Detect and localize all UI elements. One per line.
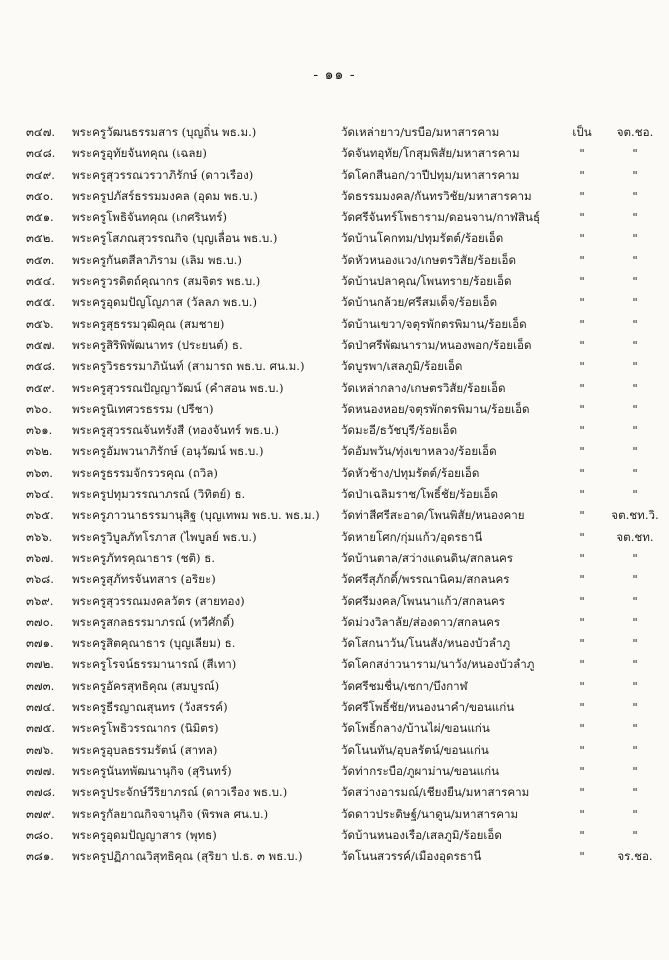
list-item	[0, 804, 669, 825]
list-item	[0, 591, 669, 612]
rank-status: "	[579, 763, 585, 778]
title-class: "	[632, 252, 638, 267]
rank-status: "	[579, 210, 585, 225]
title-class: "	[632, 359, 638, 374]
row-number: ๓๔๙.	[26, 167, 55, 182]
rank-status: "	[579, 465, 585, 480]
list-item	[0, 569, 669, 590]
monk-name: พระครูนันทพัฒนานุกิจ (สุรินทร์)	[72, 763, 232, 778]
temple-location: วัดหัวหนองแวง/เกษตรวิสัย/ร้อยเอ็ด	[341, 252, 517, 267]
temple-location: วัดบ้านโคกทม/ปทุมรัตต์/ร้อยเอ็ด	[341, 231, 504, 246]
rank-status: "	[579, 806, 585, 821]
list-item	[0, 740, 669, 761]
title-class: "	[632, 572, 638, 587]
title-class: "	[632, 593, 638, 608]
title-class: "	[632, 763, 638, 778]
monk-name: พระครูสุวรรณมงคลวัตร (สายทอง)	[72, 593, 245, 608]
row-number: ๓๖๒.	[26, 444, 53, 459]
list-item	[0, 548, 669, 569]
row-number: ๓๕๕.	[26, 295, 56, 310]
list-item	[0, 761, 669, 782]
rank-status: "	[579, 146, 585, 161]
list-item	[0, 463, 669, 484]
row-number: ๓๕๓.	[26, 252, 55, 267]
row-number: ๓๖๘.	[26, 572, 54, 587]
monk-name: พระครูภัทรคุณาธาร (ชติ) ธ.	[72, 550, 216, 565]
rank-status: "	[579, 593, 585, 608]
appointment-list	[0, 122, 669, 867]
row-number: ๓๗๔.	[26, 700, 56, 715]
temple-location: วัดบ้านเขวา/จตุรพักตรพิมาน/ร้อยเอ็ด	[341, 316, 527, 331]
rank-status: "	[579, 444, 585, 459]
list-item	[0, 186, 669, 207]
list-item	[0, 697, 669, 718]
list-item	[0, 654, 669, 675]
monk-name: พระครูสุธรรมวุฒิคุณ (สมชาย)	[72, 316, 225, 331]
temple-location: วัดบ้านตาล/สว่างแดนดิน/สกลนคร	[341, 550, 514, 565]
list-item	[0, 399, 669, 420]
rank-status: "	[579, 487, 585, 502]
title-class: "	[632, 167, 638, 182]
rank-status: "	[579, 657, 585, 672]
rank-status: เป็น	[572, 125, 592, 139]
title-class: จต.ชท.วิ.	[611, 508, 659, 523]
temple-location: วัดม่วงวิลาลัย/ส่องดาว/สกลนคร	[341, 614, 501, 629]
list-item	[0, 292, 669, 313]
monk-name: พระครูสิริพิพัฒนาทร (ประยนต์) ธ.	[72, 337, 243, 352]
list-item	[0, 378, 669, 399]
monk-name: พระครูวิรธรรมาภินันท์ (สามารถ พธ.บ. ศน.ม.)	[72, 359, 305, 374]
temple-location: วัดโนนสวรรค์/เมืองอุดรธานี	[341, 849, 482, 864]
title-class: "	[632, 274, 638, 289]
rank-status: "	[579, 252, 585, 267]
temple-location: วัดป่าเฉลิมราช/โพธิ์ชัย/ร้อยเอ็ด	[341, 487, 498, 502]
row-number: ๓๕๐.	[26, 188, 54, 203]
list-item	[0, 143, 669, 164]
row-number: ๓๘๑.	[26, 849, 54, 864]
temple-location: วัดบ้านปลาคุณ/โพนทราย/ร้อยเอ็ด	[341, 274, 512, 289]
title-class: "	[632, 827, 638, 842]
monk-name: พระครูภาวนาธรรมานุสิฐ (บุญเทพม พธ.บ. พธ.ม.)	[72, 508, 320, 523]
list-item	[0, 633, 669, 654]
rank-status: "	[579, 359, 585, 374]
list-item	[0, 207, 669, 228]
row-number: ๓๗๙.	[26, 806, 55, 821]
title-class: "	[632, 806, 638, 821]
rank-status: "	[579, 700, 585, 715]
monk-name: พระครูกัลยาณกิจจานุกิจ (พิรพล ศน.บ.)	[72, 806, 269, 821]
rank-status: "	[579, 401, 585, 416]
title-class: จร.ชอ.	[617, 849, 653, 864]
title-class: "	[632, 487, 638, 502]
monk-name: พระครูปทุมวรรณาภรณ์ (วิทิตย์) ธ.	[72, 487, 246, 502]
monk-name: พระครูอัครสุทธิคุณ (สมบูรณ์)	[72, 678, 220, 693]
temple-location: วัดหนองหอย/จตุรพักตรพิมาน/ร้อยเอ็ด	[341, 401, 530, 416]
list-item	[0, 718, 669, 739]
monk-name: พระครูปฏิภาณวิสุทธิคุณ (สุริยา ป.ธ. ๓ พธ.บ.)	[72, 849, 303, 864]
row-number: ๓๖๖.	[26, 529, 53, 544]
monk-name: พระครูสกลธรรมาภรณ์ (ทวีศักดิ์)	[72, 614, 235, 629]
monk-name: พระครูอุดมปัญญาสาร (พุทธ)	[72, 827, 217, 842]
title-class: "	[632, 316, 638, 331]
rank-status: "	[579, 380, 585, 395]
rank-status: "	[579, 785, 585, 800]
temple-location: วัดหายโศก/กุ่มแก้ว/อุดรธานี	[341, 529, 483, 544]
row-number: ๓๔๗.	[26, 125, 56, 139]
temple-location: วัดธรรมมงคล/กันทรวิชัย/มหาสารคาม	[341, 188, 532, 203]
rank-status: "	[579, 188, 585, 203]
rank-status: "	[579, 572, 585, 587]
list-item	[0, 335, 669, 356]
title-class: "	[632, 231, 638, 246]
temple-location: วัดศรีโพธิ์ชัย/หนองนาคำ/ขอนแก่น	[341, 700, 515, 715]
temple-location: วัดศรีสุภักดิ์/พรรณานิคม/สกลนคร	[341, 572, 510, 587]
row-number: ๓๗๕.	[26, 721, 56, 736]
rank-status: "	[579, 827, 585, 842]
monk-name: พระครูโรจน์ธรรมานารณ์ (สีเทา)	[72, 657, 237, 672]
title-class: "	[632, 146, 638, 161]
row-number: ๓๗๑.	[26, 636, 54, 651]
rank-status: "	[579, 423, 585, 438]
temple-location: วัดโนนทัน/อุบลรัตน์/ขอนแก่น	[341, 742, 489, 757]
rank-status: "	[579, 231, 585, 246]
temple-location: วัดท่าสีศรีสะอาด/โพนพิสัย/หนองคาย	[341, 508, 525, 523]
rank-status: "	[579, 849, 585, 864]
monk-name: พระครูสุวรรณจันทรังสี (ทองจันทร์ พธ.บ.)	[72, 423, 279, 438]
list-item	[0, 505, 669, 526]
row-number: ๓๕๖.	[26, 316, 54, 331]
title-class: "	[632, 337, 638, 352]
list-item	[0, 846, 669, 867]
temple-location: วัดบูรพา/เสลภูมิ/ร้อยเอ็ด	[341, 359, 463, 374]
monk-name: พระครูนิเทศวรธรรม (ปรีชา)	[72, 401, 214, 416]
rank-status: "	[579, 614, 585, 629]
monk-name: พระครูสุวรรณปัญญาวัฒน์ (คำสอน พธ.บ.)	[72, 380, 284, 395]
title-class: จต.ชท.	[616, 529, 654, 544]
title-class: "	[632, 465, 638, 480]
monk-name: พระครูวรดิตถ์คุณากร (สมจิตร พธ.บ.)	[72, 274, 261, 289]
temple-location: วัดสว่างอารมณ์/เชียงยืน/มหาสารคาม	[341, 785, 530, 800]
row-number: ๓๗๐.	[26, 614, 54, 629]
title-class: "	[632, 721, 638, 736]
row-number: ๓๔๘.	[26, 146, 56, 161]
monk-name: พระครูกันตสีลาภิราม (เลิม พธ.บ.)	[72, 252, 242, 267]
list-item	[0, 356, 669, 377]
title-class: "	[632, 742, 638, 757]
title-class: จต.ชอ.	[616, 125, 654, 139]
rank-status: "	[579, 529, 585, 544]
monk-name: พระครูธรรมจักรวรคุณ (ถวิล)	[72, 465, 218, 480]
row-number: ๓๕๙.	[26, 380, 55, 395]
temple-location: วัดโคกสีนอก/วาปีปทุม/มหาสารคาม	[341, 167, 520, 182]
title-class: "	[632, 380, 638, 395]
rank-status: "	[579, 508, 585, 523]
list-item	[0, 441, 669, 462]
rank-status: "	[579, 678, 585, 693]
list-item	[0, 250, 669, 271]
monk-name: พระครูสุวรรณวรวาภิรักษ์ (ดาวเรือง)	[72, 167, 254, 182]
title-class: "	[632, 700, 638, 715]
list-item	[0, 271, 669, 292]
monk-name: พระครูประจักษ์วีริยาภรณ์ (ดาวเรือง พธ.บ.)	[72, 785, 288, 800]
row-number: ๓๗๒.	[26, 657, 54, 672]
temple-location: วัดดาวประดิษฐ์/นาดูน/มหาสารคาม	[341, 806, 519, 821]
title-class: "	[632, 210, 638, 225]
title-class: "	[632, 295, 638, 310]
row-number: ๓๗๓.	[26, 678, 55, 693]
monk-name: พระครูอุบลธรรมรัตน์ (สาทล)	[72, 742, 218, 757]
temple-location: วัดโพธิ์กลาง/บ้านไผ่/ขอนแก่น	[341, 721, 490, 736]
title-class: "	[632, 636, 638, 651]
temple-location: วัดท่ากระบือ/ภูผาม่าน/ขอนแก่น	[341, 763, 500, 778]
monk-name: พระครูสุภัทรจันทสาร (อริยะ)	[72, 572, 216, 587]
temple-location: วัดจันทอุทัย/โกสุมพิสัย/มหาสารคาม	[341, 146, 520, 161]
title-class: "	[632, 550, 638, 565]
monk-name: พระครูโพธิจันทคุณ (เกศรินทร์)	[72, 210, 227, 225]
temple-location: วัดศรีชมชื่น/เซกา/บึงกาฬ	[341, 678, 468, 693]
rank-status: "	[579, 721, 585, 736]
row-number: ๓๗๗.	[26, 763, 56, 778]
temple-location: วัดศรีจันทร์โพธาราม/ดอนจาน/กาฬสินธุ์	[341, 210, 541, 225]
row-number: ๓๕๑.	[26, 210, 54, 225]
temple-location: วัดโคกสง่าวนาราม/นาวัง/หนองบัวลำภู	[341, 657, 535, 672]
monk-name: พระครูสิตคุณาธาร (บุญเลียม) ธ.	[72, 636, 236, 651]
monk-name: พระครูปภัสร์ธรรมมงคล (อุดม พธ.บ.)	[72, 188, 258, 203]
list-item	[0, 825, 669, 846]
monk-name: พระครูอุดมปัญโญภาส (วัลลภ พธ.บ.)	[72, 295, 258, 310]
title-class: "	[632, 423, 638, 438]
monk-name: พระครูอัมพวนาภิรักษ์ (อนุวัฒน์ พธ.บ.)	[72, 444, 264, 459]
row-number: ๓๕๔.	[26, 274, 56, 289]
list-item	[0, 122, 669, 143]
row-number: ๓๕๒.	[26, 231, 55, 246]
monk-name: พระครูโพธิวรรณากร (นิมิตร)	[72, 721, 219, 736]
row-number: ๓๖๗.	[26, 550, 54, 565]
row-number: ๓๖๙.	[26, 593, 54, 608]
row-number: ๓๕๗.	[26, 337, 56, 352]
temple-location: วัดเหล่ากลาง/เกษตรวิสัย/ร้อยเอ็ด	[341, 380, 506, 395]
temple-location: วัดหัวช้าง/ปทุมรัตต์/ร้อยเอ็ด	[341, 465, 480, 480]
title-class: "	[632, 444, 638, 459]
row-number: ๓๗๖.	[26, 742, 54, 757]
rank-status: "	[579, 742, 585, 757]
list-item	[0, 420, 669, 441]
temple-location: วัดศรีมงคล/โพนนาแก้ว/สกลนคร	[341, 593, 505, 608]
temple-location: วัดโสกนาวัน/โนนสัง/หนองบัวลำภู	[341, 636, 511, 651]
temple-location: วัดเหล่ายาว/บรบือ/มหาสารคาม	[341, 125, 500, 139]
temple-location: วัดมะอี/ธวัชบุรี/ร้อยเอ็ด	[341, 423, 458, 438]
rank-status: "	[579, 274, 585, 289]
title-class: "	[632, 657, 638, 672]
monk-name: พระครูวัฒนธรรมสาร (บุญถิ่น พธ.ม.)	[72, 125, 257, 139]
row-number: ๓๖๕.	[26, 508, 54, 523]
title-class: "	[632, 188, 638, 203]
rank-status: "	[579, 295, 585, 310]
row-number: ๓๖๑.	[26, 423, 53, 438]
rank-status: "	[579, 316, 585, 331]
temple-location: วัดอัมพวัน/ทุ่งเขาหลวง/ร้อยเอ็ด	[341, 444, 497, 459]
list-item	[0, 314, 669, 335]
rank-status: "	[579, 337, 585, 352]
list-item	[0, 228, 669, 249]
list-item	[0, 527, 669, 548]
rank-status: "	[579, 167, 585, 182]
temple-location: วัดบ้านหนองเรือ/เสลภูมิ/ร้อยเอ็ด	[341, 827, 502, 842]
list-item	[0, 165, 669, 186]
row-number: ๓๗๘.	[26, 785, 56, 800]
row-number: ๓๕๘.	[26, 359, 56, 374]
list-item	[0, 782, 669, 803]
row-number: ๓๖๐.	[26, 401, 53, 416]
title-class: "	[632, 678, 638, 693]
list-item	[0, 676, 669, 697]
rank-status: "	[579, 636, 585, 651]
row-number: ๓๖๔.	[26, 487, 54, 502]
monk-name: พระครูโสภณสุวรรณกิจ (บุญเลื่อน พธ.บ.)	[72, 231, 278, 246]
title-class: "	[632, 401, 638, 416]
list-item	[0, 484, 669, 505]
monk-name: พระครูวิบูลภัทโรภาส (ไพบูลย์ พธ.บ.)	[72, 529, 257, 544]
list-item	[0, 612, 669, 633]
row-number: ๓๖๓.	[26, 465, 53, 480]
monk-name: พระครูอุทัยจันทคุณ (เฉลย)	[72, 146, 207, 161]
monk-name: พระครูธีรญาณสุนทร (วังสรรค์)	[72, 700, 228, 715]
title-class: "	[632, 785, 638, 800]
temple-location: วัดบ้านกล้วย/ศรีสมเด็จ/ร้อยเอ็ด	[341, 295, 498, 310]
page-number: - ๑๑ -	[313, 67, 356, 83]
title-class: "	[632, 614, 638, 629]
temple-location: วัดป่าศรีพัฒนาราม/หนองพอก/ร้อยเอ็ด	[341, 337, 532, 352]
row-number: ๓๘๐.	[26, 827, 54, 842]
rank-status: "	[579, 550, 585, 565]
